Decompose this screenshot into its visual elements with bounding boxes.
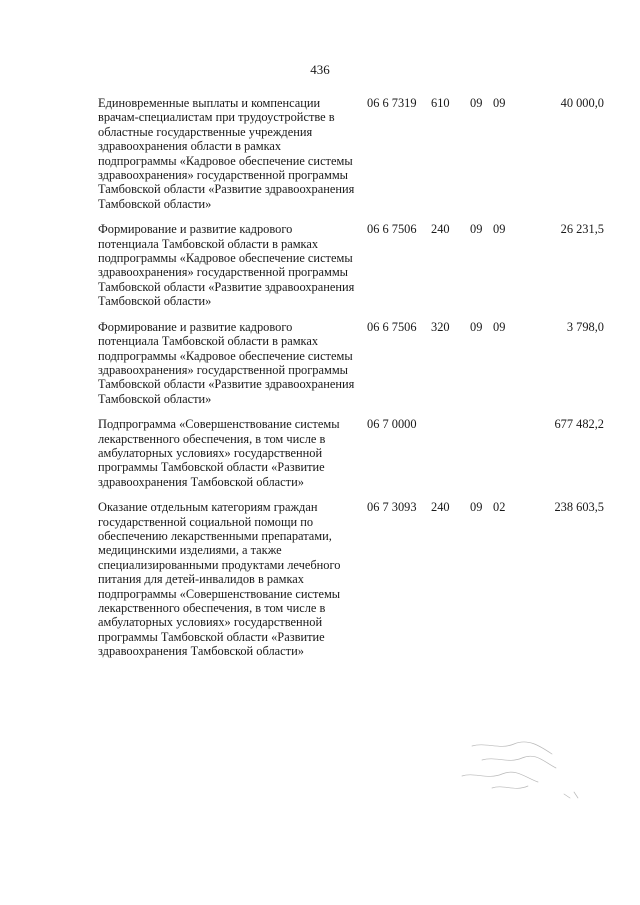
row-amount: 3 798,0 bbox=[566, 319, 604, 334]
row-section: 09 bbox=[470, 500, 483, 515]
row-section: 09 bbox=[470, 319, 483, 334]
row-expense-type: 610 bbox=[431, 96, 450, 110]
row-subsection: 02 bbox=[493, 500, 506, 515]
row-description: Подпрограмма «Совершенствование системы лекарственного обеспечения, в том числе в амбулаторных условиях» государственной программы Тамбовской области «Развитие здравоохранения Тамбовской области» bbox=[98, 417, 340, 489]
table-row bbox=[98, 96, 604, 211]
table-row bbox=[98, 417, 604, 489]
row-description: Оказание отдельным категориям граждан государственной социальной помощи по обеспечению лекарственными препаратами, медицинскими изделиями, а также специализированными продуктами лечебного питания для детей-инвалидов в рамках подпрограммы «Совершенствование системы лекарственного обеспечения, в том числе в амбулаторных условиях» государственной программы Тамбовской области «Развитие здравоохранения Тамбовской области» bbox=[98, 500, 341, 659]
row-target-code: 06 6 7319 bbox=[367, 96, 417, 110]
row-target-code: 06 6 7506 bbox=[367, 222, 417, 237]
row-expense-type: 320 bbox=[431, 319, 450, 334]
row-description: Формирование и развитие кадрового потенциала Тамбовской области в рамках подпрограммы «Кадровое обеспечение системы здравоохранения» государственной программы Тамбовской области «Развитие здравоохранения Тамбовской области» bbox=[98, 319, 355, 406]
row-subsection: 09 bbox=[493, 222, 506, 237]
faint-signature-mark bbox=[452, 732, 592, 812]
row-description: Формирование и развитие кадрового потенциала Тамбовской области в рамках подпрограммы «Кадровое обеспечение системы здравоохранения» государственной программы Тамбовской области «Развитие здравоохранения Тамбовской области» bbox=[98, 222, 355, 309]
row-target-code: 06 7 3093 bbox=[367, 500, 417, 515]
row-amount: 677 482,2 bbox=[554, 417, 604, 432]
row-subsection: 09 bbox=[493, 96, 506, 110]
row-amount: 26 231,5 bbox=[560, 222, 604, 237]
table-row bbox=[98, 320, 604, 406]
row-section: 09 bbox=[470, 96, 483, 110]
row-target-code: 06 6 7506 bbox=[367, 319, 417, 334]
row-section: 09 bbox=[470, 222, 483, 237]
row-subsection: 09 bbox=[493, 319, 506, 334]
budget-table bbox=[98, 96, 604, 670]
table-row bbox=[98, 500, 604, 658]
row-amount: 40 000,0 bbox=[560, 96, 604, 110]
row-expense-type: 240 bbox=[431, 500, 450, 515]
row-expense-type: 240 bbox=[431, 222, 450, 237]
row-description: Единовременные выплаты и компенсации врачам-специалистам при трудоустройстве в областные государственные учреждения здравоохранения области в рамках подпрограммы «Кадровое обеспечение системы здравоохранения» государственной программы Тамбовской области «Развитие здравоохранения Тамбовской области» bbox=[98, 96, 355, 211]
row-target-code: 06 7 0000 bbox=[367, 417, 417, 432]
table-row bbox=[98, 222, 604, 308]
row-amount: 238 603,5 bbox=[554, 500, 604, 515]
page-number: 436 bbox=[310, 62, 330, 77]
